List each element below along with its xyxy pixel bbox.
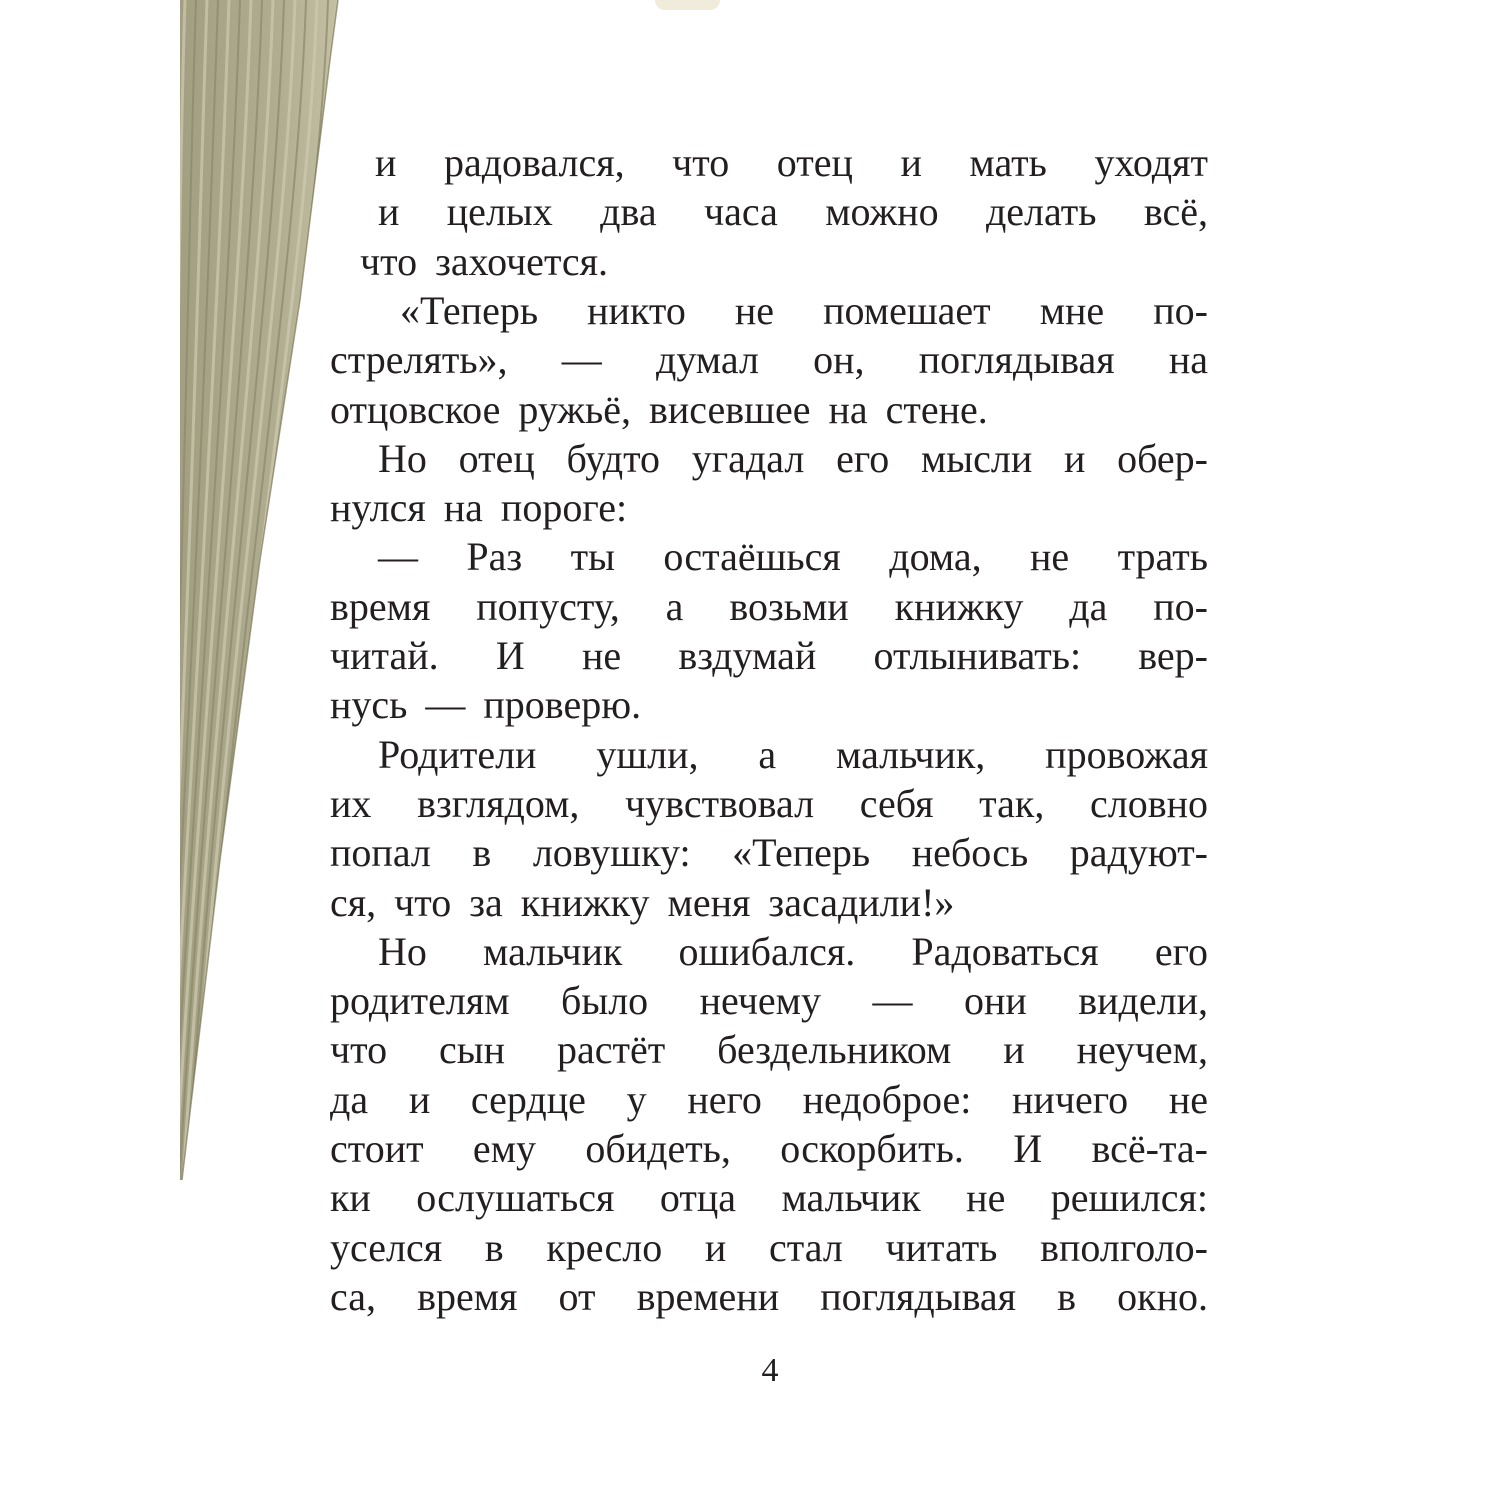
text-line: и целых два часа можно делать всё,	[378, 189, 1208, 235]
text-line: стрелять», — думал он, поглядывая на	[330, 337, 1208, 383]
text-line: Но отец будто угадал его мысли и обер-	[378, 435, 1208, 481]
text-line: отцовское ружьё, висевшее на стене.	[330, 386, 988, 432]
text-line: попал в ловушку: «Теперь небось радуют-	[330, 830, 1208, 876]
text-line: да и сердце у него недоброе: ничего не	[330, 1076, 1208, 1122]
page-number: 4	[761, 1352, 779, 1389]
text-line: ки ослушаться отца мальчик не решился:	[330, 1175, 1208, 1221]
text-line: са, время от времени поглядывая в окно.	[330, 1273, 1208, 1319]
text-line: родителям было нечему — они видели,	[330, 978, 1208, 1024]
curtain-fabric	[150, 0, 350, 1200]
text-line: ся, что за книжку меня засадили!»	[330, 879, 955, 925]
illustration-fragment	[655, 0, 720, 10]
curtain-fold	[150, 0, 185, 1200]
text-line: стоит ему обидеть, оскорбить. И всё-та-	[330, 1126, 1208, 1171]
text-line: Но мальчик ошибался. Радоваться его	[378, 928, 1208, 974]
text-line: их взглядом, чувствовал себя так, словно	[330, 780, 1208, 826]
text-line: нусь — проверю.	[330, 682, 642, 728]
text-line: нулся на пороге:	[330, 485, 628, 531]
text-line: читай. И не вздумай отлынивать: вер-	[330, 633, 1208, 678]
text-line: Родители ушли, а мальчик, провожая	[378, 731, 1208, 777]
text-line: и радовался, что отец и мать уходят	[375, 140, 1208, 185]
text-line: «Теперь никто не помешает мне по-	[400, 287, 1208, 333]
text-line: что сын растёт бездельником и неучем,	[330, 1027, 1208, 1073]
text-line: уселся в кресло и стал читать вполголо-	[330, 1224, 1208, 1270]
text-line: — Раз ты остаёшься дома, не трать	[378, 534, 1208, 580]
text-line: что захочется.	[360, 238, 609, 284]
text-line: время попусту, а возьми книжку да по-	[330, 583, 1208, 629]
